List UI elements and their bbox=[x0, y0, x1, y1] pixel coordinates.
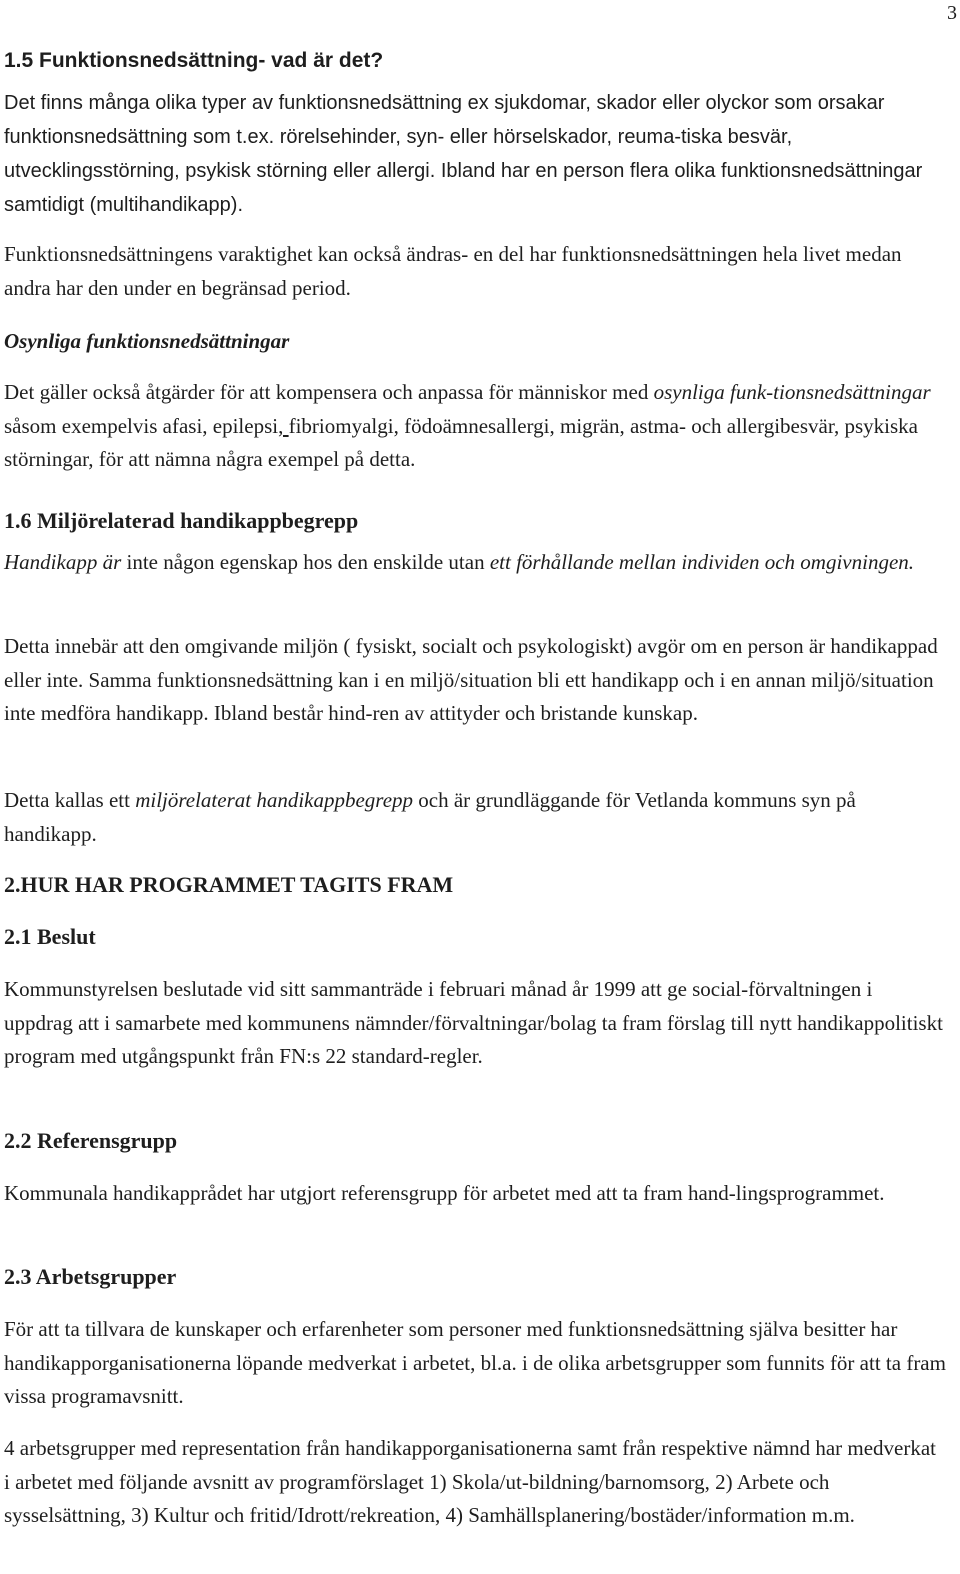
underlined-punctuation: , bbox=[278, 413, 289, 438]
italic-phrase: ett förhållande mellan individen och omgivningen. bbox=[489, 550, 915, 574]
section-1-6-paragraph-2: Detta innebär att den omgivande miljön ( fysiskt, socialt och psykologiskt) avgör om en person är handikappad eller inte. Samma funktionsnedsättning kan i en miljö/situation bli ett handikapp och i en annan miljö/situation inte medföra handikapp. Ibland består hind-ren av attityder och bristande kunskap. bbox=[4, 634, 938, 725]
italic-term: Handikapp är bbox=[4, 550, 122, 574]
paragraph-text: Det gäller också åtgärder för att kompensera och anpassa för människor med bbox=[4, 380, 654, 404]
section-2-3-paragraph-1: För att ta tillvara de kunskaper och erfarenheter som personer med funktionsnedsättning själva besitter har handikapporganisationerna löpande medverkat i arbetet, bl.a. i de olika arbetsgrupper som funnits för att ta fram vissa programavsnitt. bbox=[4, 1317, 946, 1408]
section-2-2-heading: 2.2 Referensgrupp bbox=[4, 1128, 178, 1153]
page-number: 3 bbox=[947, 2, 957, 24]
osynliga-heading: Osynliga funktionsnedsättningar bbox=[4, 329, 290, 353]
paragraph-text: Detta kallas ett bbox=[4, 788, 136, 812]
section-2-heading: 2.HUR HAR PROGRAMMET TAGITS FRAM bbox=[4, 872, 454, 897]
section-2-1-paragraph: Kommunstyrelsen beslutade vid sitt sammanträde i februari månad år 1999 att ge social-förvaltningen i uppdrag att i samarbete med kommunens nämnder/förvaltningar/bolag ta fram förslag till nytt handikappolitiskt program med utgångspunkt från FN:s 22 standard-regler. bbox=[4, 977, 943, 1068]
section-1-5-heading: 1.5 Funktionsnedsättning- vad är det? bbox=[4, 49, 384, 72]
paragraph-text: inte någon egenskap hos den enskilde utan bbox=[121, 550, 490, 574]
section-2-2-paragraph: Kommunala handikapprådet har utgjort referensgrupp för arbetet med att ta fram hand-lingsprogrammet. bbox=[4, 1181, 885, 1205]
paragraph-text: såsom exempelvis afasi, epilepsi bbox=[4, 413, 279, 438]
italic-term: osynliga funk-tionsnedsättningar bbox=[653, 380, 931, 404]
paragraph-text-continued: Ibland har en person flera olika funktionsnedsättningar samtidigt (multihandikapp). bbox=[4, 160, 923, 216]
paragraph-text: och är grundläggande för Vetlanda kommuns syn på handikapp. bbox=[4, 788, 856, 846]
section-1-5-paragraph-3 bbox=[4, 376, 946, 477]
section-1-5-paragraph-1 bbox=[4, 86, 946, 222]
section-1-6-heading: 1.6 Miljörelaterad handikappbegrepp bbox=[4, 508, 359, 533]
section-2-3-paragraph-2: 4 arbetsgrupper med representation från handikapporganisationerna samt från respektive nämnd har medverkat i arbetet med följande avsnitt av programförslaget 1) Skola/ut-bildning/barnomsorg, 2) Arbete och sysselsättning, 3) Kultur och fritid/Idrott/rekreation, 4) Samhällsplanering/bostäder/information m.m. bbox=[4, 1436, 937, 1527]
section-2-3-heading: 2.3 Arbetsgrupper bbox=[4, 1264, 177, 1289]
section-1-5-paragraph-2: Funktionsnedsättningens varaktighet kan också ändras- en del har funktionsnedsättningen hela livet medan andra har den under en begränsad period. bbox=[4, 242, 902, 300]
section-1-6-paragraph-1 bbox=[4, 546, 946, 580]
section-1-6-paragraph-3 bbox=[4, 784, 946, 851]
paragraph-text: Det finns många olika typer av funktionsnedsättning ex sjukdomar, skador eller olyckor som orsakar funktionsnedsättning som t.ex. rörelsehinder, syn- eller hörselskador, reuma-tiska besvär, utvecklingsstörning, psykisk störning eller allergi. bbox=[4, 92, 885, 182]
italic-term: miljörelaterat handikappbegrepp bbox=[135, 788, 414, 812]
paragraph-text: fibriomyalgi, födoämnesallergi, migrän, astma- och allergibesvär, psykiska störningar, för att nämna några exempel på detta. bbox=[4, 413, 918, 471]
section-2-1-heading: 2.1 Beslut bbox=[4, 924, 96, 949]
